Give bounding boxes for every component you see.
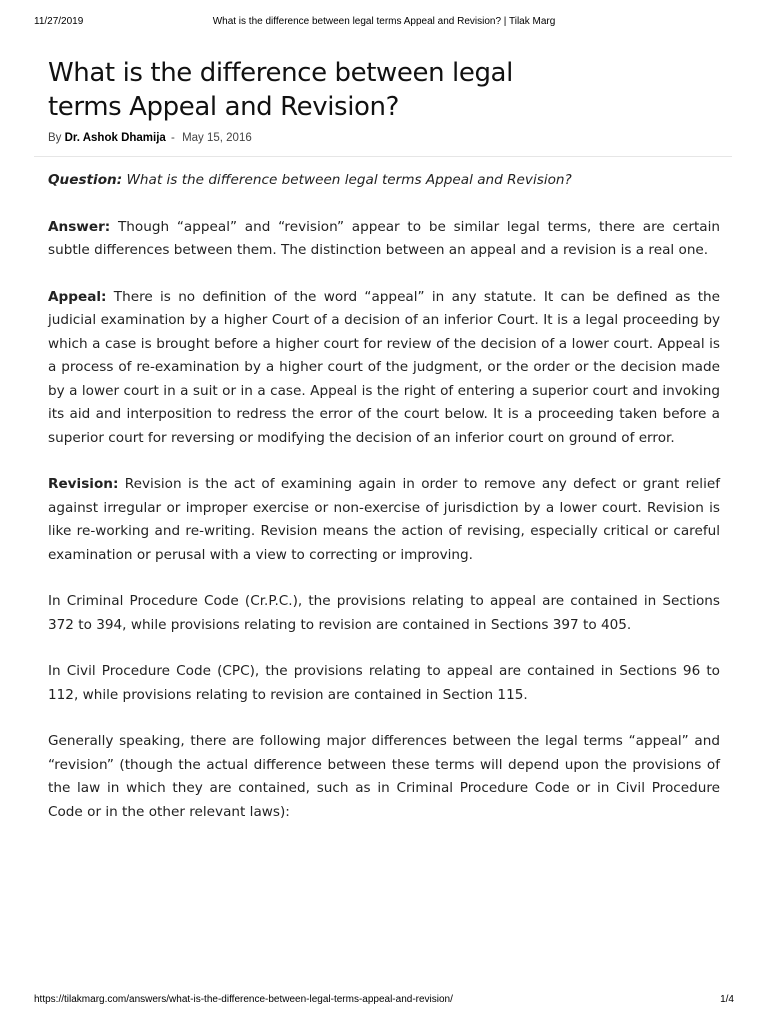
answer-label: Answer: bbox=[48, 218, 111, 235]
publish-date: May 15, 2016 bbox=[182, 132, 252, 144]
article bbox=[48, 56, 720, 847]
appeal-text: There is no definition of the word “appeal” in any statute. It can be defined as the judicial examination by a higher Court of a decision of an inferior Court. It is a legal proceeding by which a case is brought before a higher court for review of the decision of a lower court. Appeal is a process of re-examination by a higher court of the judgment, or the order or the decision made by a lower court in a suit or in a case. Appeal is the right of entering a superior court and invoking its aid and interposition to redress the error of the court below. It is a proceeding taken before a superior court for reversing or modifying the decision of an inferior court on ground of error. bbox=[48, 288, 720, 446]
question-label: Question: bbox=[48, 172, 123, 188]
print-date: 11/27/2019 bbox=[34, 16, 84, 27]
byline-prefix: By bbox=[48, 132, 62, 144]
differences-intro-paragraph: Generally speaking, there are following major differences between the legal terms “appeal” and “revision” (though the actual difference between these terms will depend upon the provisions of the law in which they are contained, such as in Criminal Procedure Code or in Civil Procedure Code or in the other relevant laws): bbox=[48, 733, 720, 820]
article-body bbox=[48, 169, 720, 824]
revision-label: Revision: bbox=[48, 476, 119, 492]
byline bbox=[48, 132, 720, 148]
answer-paragraph bbox=[48, 216, 720, 263]
article-title: What is the difference between legal terms Appeal and Revision? bbox=[48, 58, 513, 122]
crpc-paragraph: In Criminal Procedure Code (Cr.P.C.), the provisions relating to appeal are contained in Sections 372 to 394, while provisions relating to revision are contained in Sections 397 to 405. bbox=[48, 593, 720, 633]
revision-paragraph bbox=[48, 473, 720, 567]
print-page-title: What is the difference between legal terms Appeal and Revision? | Tilak Marg bbox=[212, 16, 556, 27]
question-paragraph bbox=[48, 169, 720, 193]
page-number: 1/4 bbox=[720, 994, 734, 1005]
question-text: What is the difference between legal terms Appeal and Revision? bbox=[126, 172, 572, 188]
byline-separator: - bbox=[171, 132, 175, 144]
print-footer bbox=[34, 994, 734, 1008]
appeal-label: Appeal: bbox=[48, 288, 107, 305]
divider bbox=[34, 156, 732, 157]
answer-text: Though “appeal” and “revision” appear to be similar legal terms, there are certain subtle differences between them. The distinction between an appeal and a revision is a real one. bbox=[48, 218, 720, 258]
appeal-paragraph bbox=[48, 286, 720, 451]
revision-text: Revision is the act of examining again in order to remove any defect or grant relief against irregular or improper exercise or non-exercise of jurisdiction by a lower court. Revision is like re-working and re-writing. Revision means the action of revising, especially critical or careful examination or perusal with a view to correcting or improving. bbox=[48, 476, 720, 563]
print-url: https://tilakmarg.com/answers/what-is-the-difference-between-legal-terms-appeal-and-revision/ bbox=[34, 994, 453, 1005]
print-header bbox=[34, 16, 734, 30]
cpc-paragraph: In Civil Procedure Code (CPC), the provisions relating to appeal are contained in Sections 96 to 112, while provisions relating to revision are contained in Section 115. bbox=[48, 663, 720, 703]
author-link[interactable]: Dr. Ashok Dhamija bbox=[64, 132, 166, 144]
